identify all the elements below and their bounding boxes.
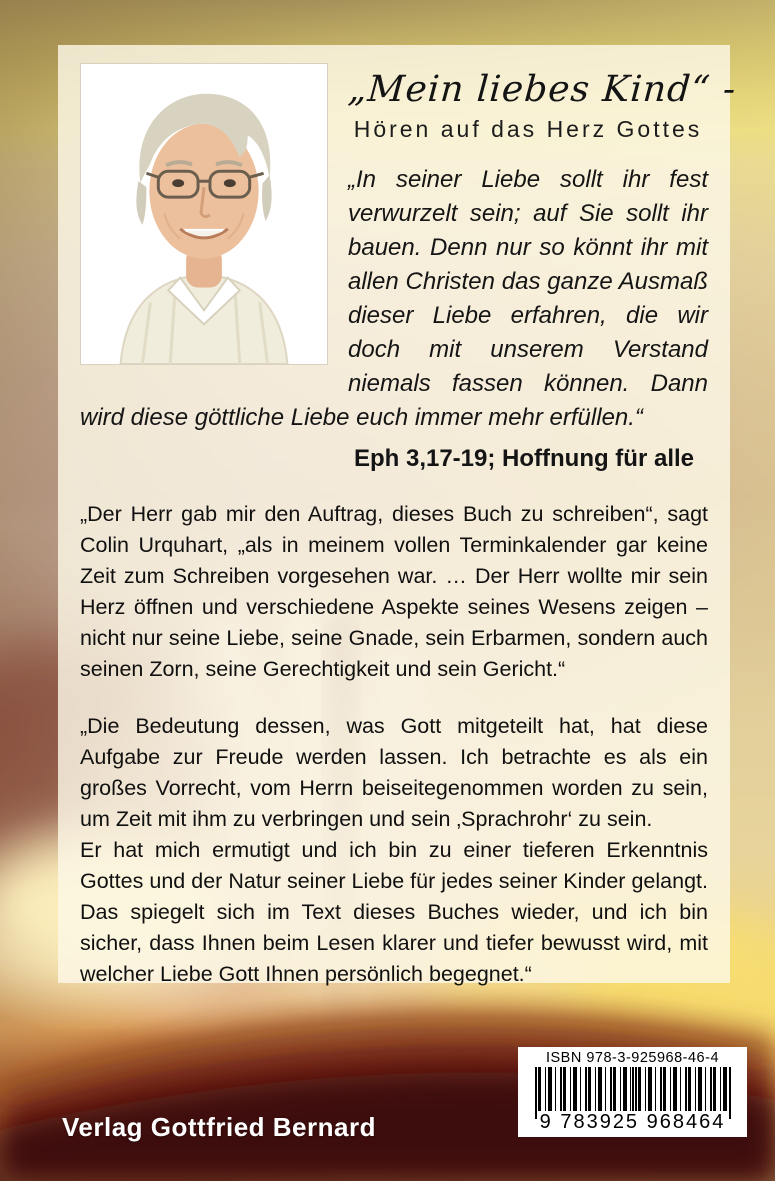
- scripture-quote: „In seiner Liebe sollt ihr fest verwurzelt sein; auf Sie sollt ihr bauen. Denn nur so könnt ihr mit allen Christen das ganze Ausmaß dieser Liebe erfahren, die wir doch mit unserem Verstand niemals fassen können. Dann wird diese göttliche Liebe euch immer mehr erfüllen.“: [80, 166, 708, 431]
- paragraph-2-line-1: „Die Bedeutung dessen, was Gott mitgeteilt hat, hat diese Aufgabe zur Freude werden lassen. Ich betrachte es als ein großes Vorrecht, vom Herrn beiseitegenommen worden zu sein, um Zeit mit ihm zu verbringen und sein ‚Sprachrohr‘ zu sein.: [80, 714, 708, 831]
- book-subtitle: Hören auf das Herz Gottes: [353, 116, 703, 142]
- body-paragraph-2: [80, 711, 708, 990]
- barcode-guard-left: [535, 1067, 537, 1119]
- paragraph-2-line-2: Er hat mich ermutigt und ich bin zu einer tieferen Erkenntnis Gottes und der Natur seiner Liebe für jedes seiner Kinder gelangt. Das spiegelt sich im Text dieses Buches wieder, und ich bin sicher, dass Ihnen beim Lesen klarer und tiefer bewusst wird, mit welcher Liebe Gott Ihnen persönlich begegnet.“: [80, 838, 708, 986]
- body-paragraph-1: [80, 499, 708, 685]
- paragraph-1-text: „Der Herr gab mir den Auftrag, dieses Buch zu schreiben“, sagt Colin Urquhart, „als in meinem vollen Terminkalender gar keine Zeit zum Schreiben vorgesehen war. … Der Herr wollte mir sein Herz öffnen und verschiedene Aspekte seines Wesens zeigen – nicht nur seine Liebe, seine Gnade, sein Erbarmen, sondern auch seinen Zorn, seine Gerechtigkeit und sein Gericht.“: [80, 502, 708, 681]
- publisher-name: Verlag Gottfried Bernard: [62, 1112, 376, 1142]
- ean13-barcode: [535, 1067, 731, 1111]
- book-title: „Mein liebes Kind“ -: [346, 69, 738, 110]
- isbn-block: [518, 1047, 747, 1137]
- isbn-label: ISBN 978-3-925968-46-4: [545, 1050, 720, 1066]
- scripture-citation: Eph 3,17-19; Hoffnung für alle: [353, 445, 694, 472]
- text-panel: [58, 45, 738, 986]
- barcode-guard-right: [729, 1067, 731, 1119]
- isbn-digits: 9 783925 968464: [539, 1111, 726, 1133]
